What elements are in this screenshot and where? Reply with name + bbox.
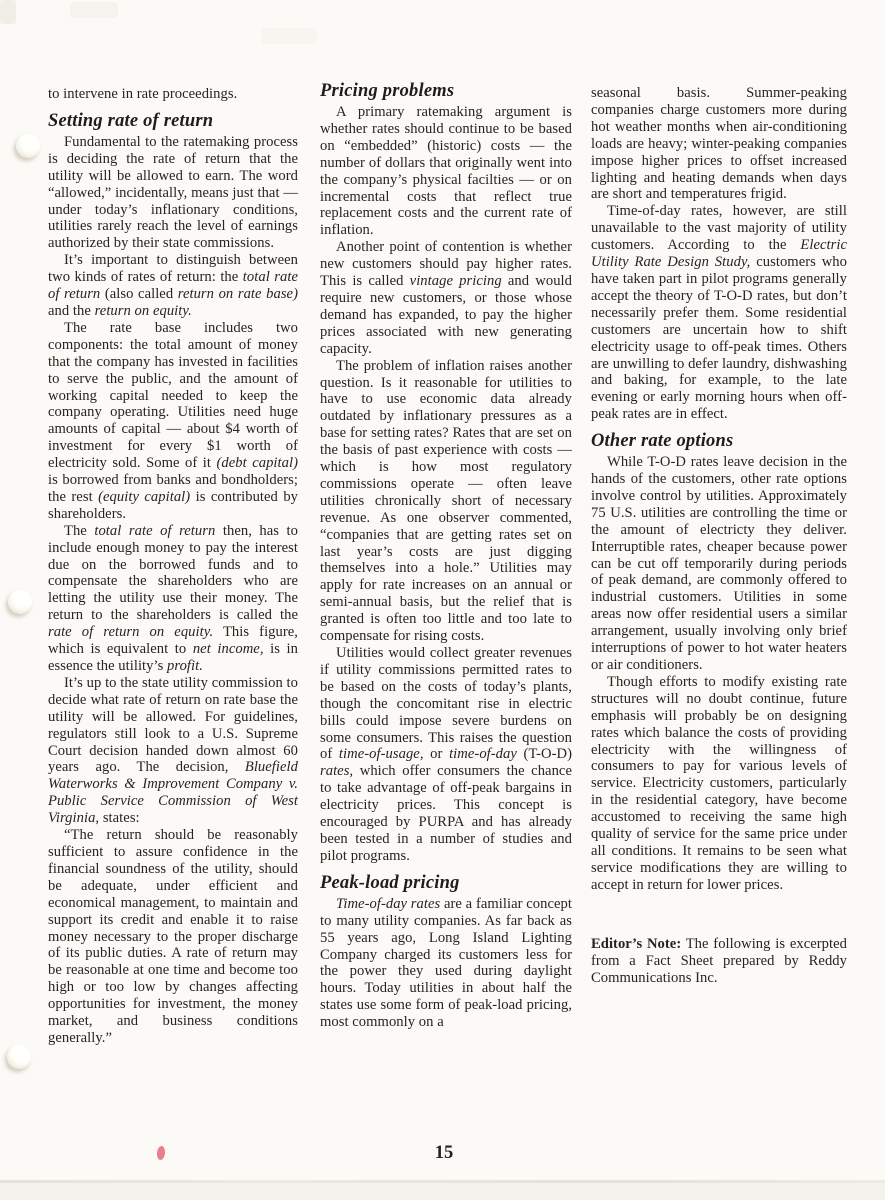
column-right <box>591 85 847 986</box>
text-segment: net income, <box>192 641 264 658</box>
paragraph <box>48 252 298 320</box>
pink-ink-mark <box>156 1146 165 1161</box>
text-segment: are a familiar concept to many utility companies. As far back as 55 years ago, Long Island Lighting Company charged its customers less for the power they used during daylight hours. Today utilities in about half the states use some form of peak-load pricing, most commonly on a <box>320 895 572 1031</box>
scan-smudge <box>0 0 16 24</box>
section-heading <box>320 873 572 893</box>
text-segment: which offer consumers the chance to take advantage of off-peak bargains in electricity prices. This concept is encouraged by PURPA and has already been tested in a number of studies and pilot programs. <box>320 763 572 864</box>
text-segment: or <box>423 746 450 763</box>
text-segment: It’s important to distinguish between two kinds of rates of return: the <box>48 252 298 286</box>
hole-punch <box>16 134 40 158</box>
text-segment: Though efforts to modify existing rate structures will no doubt continue, future emphasis will probably be on designing rates which balance the costs of providing electricity with the willingness of consumers to pay for various levels of service. Electricity customers, particularly in the residential category, have become accustomed to receiving the same high quality of service for the same price under all conditions. It remains to be seen what service modifications they are willing to accept in return for lower prices. <box>591 673 847 893</box>
text-segment: It’s up to the state utility commission to decide what rate of return on rate base the utility will be allowed. For guidelines, regulators still look to a U.S. Supreme Court decision handed down almost 60 years ago. The decision, <box>48 674 298 776</box>
text-segment: Editor’s Note: <box>591 935 682 952</box>
text-segment: and would require new customers, or those whose demand has expanded, to pay the higher prices associated with new generating capacity. <box>320 273 572 357</box>
editors-note <box>591 936 847 987</box>
text-segment: return on rate base) <box>177 286 298 303</box>
paragraph <box>48 827 298 1047</box>
text-segment: Setting rate of return <box>48 110 214 131</box>
text-segment: (equity capital) <box>98 488 191 505</box>
scan-background <box>0 1183 885 1200</box>
text-segment: total rate of return <box>94 522 216 539</box>
paragraph <box>320 104 572 239</box>
text-segment: Peak-load pricing <box>320 872 460 893</box>
text-segment: Bluefield Waterworks & Improvement Company v. Public Service Commission of West Virginia, <box>48 759 298 827</box>
text-segment: While T-O-D rates leave decision in the hands of the customers, other rate options involve control by utilities. Approximately 75 U.S. utilities are controlling the time or the amount of electricty they deliver. Interruptible rates, cheaper because power can be cut off temporarily during periods of peak demand, are commonly offered to industrial customers. Utilities in some areas now offer residential users a similar arrangement, usually involving only brief interruptions of power to hot water heaters or air conditioners. <box>591 454 847 673</box>
text-segment: rates, <box>320 763 354 780</box>
paragraph <box>48 134 298 252</box>
text-segment: vintage pricing <box>409 273 502 290</box>
page-number: 15 <box>434 1143 454 1163</box>
text-segment: (also called <box>100 286 178 303</box>
text-segment: Time-of-day rates, however, are still unavailable to the vast majority of utility customers. According to the <box>591 203 847 254</box>
text-segment: The following is excerpted from a Fact Sheet prepared by Reddy Communications Inc. <box>591 935 847 986</box>
column-middle <box>320 81 572 1031</box>
text-segment: The <box>64 522 95 539</box>
text-segment: The problem of inflation raises another question. Is it reasonable for utilities to have to use economic data already outdated by inflationary pressures as a base for setting rates? Rates that are set on the basis of past experience with costs — which is how most regulatory commissions operate — often leave utilities chronically short of necessary revenue. As one observer commented, “companies that are getting rates set on last year’s costs are just digging themselves into a hole.” Utilities may apply for rate increases on an annual or semi-annual basis, but the relief that is granted is often too little and too late to compensate for rising costs. <box>320 357 572 645</box>
section-heading <box>591 431 847 451</box>
text-segment: customers who have taken part in pilot programs generally accept the theory of T-O-D rates, but don’t necessarily prefer them. Some residential customers are uncertain how to shift electricity usage to off-peak times. Others are unwilling to defer laundry, dishwashing and baking, for example, to the late evening or early morning hours when off-peak rates are in effect. <box>591 254 847 423</box>
hole-punch <box>7 1045 31 1069</box>
scan-smudge <box>262 28 317 44</box>
paragraph <box>320 358 572 645</box>
text-segment: Fundamental to the ratemaking process is deciding the rate of return that the utility will be allowed to earn. The word “allowed,” incidentally, means just that — under today’s inflationary conditions, utilities rarely reach the level of earnings authorized by their state commissions. <box>48 133 298 252</box>
text-segment: is in essence the utility’s <box>48 641 299 674</box>
paragraph <box>591 674 847 894</box>
text-segment: Pricing problems <box>320 81 455 101</box>
text-segment: “The return should be reasonably sufficient to assure confidence in the financial soundness of the utility, should be adequate, under efficient and economical management, to maintain and support its credit and enable it to raise money necessary to the proper discharge of its public duties. A rate of return may be reasonable at one time and become too high or too low by changes affecting opportunities for investment, the money market, and business conditions generally.” <box>48 827 298 1046</box>
text-segment: seasonal basis. Summer-peaking companies charge customers more during hot weather months when air-conditioning loads are heavy; winter-peaking companies impose higher prices to offset increased lighting and heating demands when days are short and temperatures frigid. <box>591 85 847 203</box>
paragraph <box>48 320 298 523</box>
text-segment: (T-O-D) <box>516 746 572 763</box>
text-segment: Other rate options <box>591 431 734 452</box>
text-segment: is borrowed from banks and bondholders; the rest <box>48 472 298 505</box>
column-left <box>48 86 298 1047</box>
section-heading <box>48 111 298 131</box>
hole-punch <box>8 590 32 614</box>
paragraph <box>591 85 847 203</box>
paragraph <box>320 645 572 865</box>
text-segment: Utilities would collect greater revenues if utility commissions permitted rates to be based on the costs of today’s plants, though the concomitant rise in electric bills could impose severe burdens on some consumers. This raises the question of <box>320 645 572 763</box>
paragraph <box>320 896 572 1031</box>
scan-smudge <box>70 2 118 18</box>
paragraph <box>591 203 847 423</box>
paragraph <box>48 675 298 827</box>
text-segment: profit. <box>167 658 203 674</box>
text-segment: Time-of-day rates <box>336 895 441 912</box>
paragraph <box>591 454 847 674</box>
text-segment: Another point of contention is whether new customers should pay higher rates. This is called <box>320 239 572 290</box>
text-segment: time-of-usage, <box>338 746 424 763</box>
text-segment: then, has to include enough money to pay the interest due on the borrowed funds and to compensate the shareholders who are letting the utility use their money. The return to the shareholders is called the <box>48 522 298 624</box>
text-segment: The rate base includes two components: the total amount of money that the company has invested in facilities to serve the public, and the amount of working capital needed to keep the company operating. Utilities need huge amounts of capital — about $4 worth of investment for every $1 worth of electricity sold. Some of it <box>48 319 298 472</box>
text-segment: return on equity. <box>94 302 192 319</box>
text-segment: rate of return on equity. <box>48 624 214 641</box>
text-segment: time-of-day <box>449 746 517 763</box>
paragraph <box>48 523 298 675</box>
text-segment: This figure, which is equivalent to <box>48 624 299 658</box>
text-segment: is contributed by shareholders. <box>48 488 299 522</box>
text-segment: Electric Utility Rate Design Study, <box>591 237 847 271</box>
text-segment: total rate of return <box>48 269 298 303</box>
text-segment: to intervene in rate proceedings. <box>48 86 238 102</box>
text-segment: A primary ratemaking argument is whether rates should continue to be based on “embedded” (historic) costs — the number of dollars that originally went into the company’s physical facilties — or on incremental costs that reflect true replacement costs and the current rate of inflation. <box>320 104 572 239</box>
section-heading <box>320 81 572 101</box>
paragraph <box>320 239 572 357</box>
text-segment: states: <box>99 810 140 827</box>
paragraph <box>48 86 298 103</box>
text-segment: (debt capital) <box>216 455 299 472</box>
text-segment: and the <box>48 302 95 319</box>
